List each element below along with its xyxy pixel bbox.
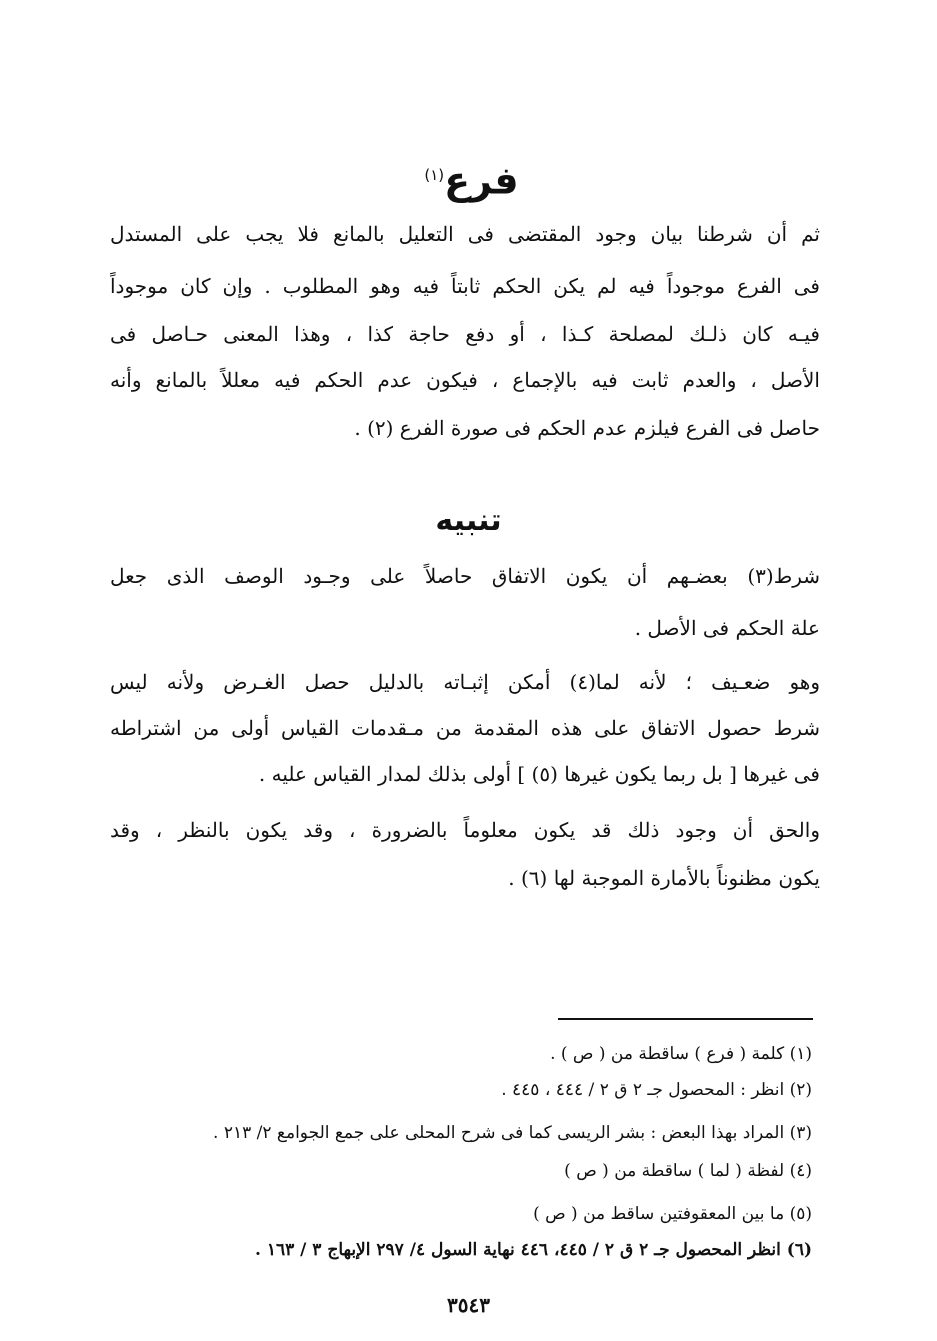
body-line: يكون مظنوناً بالأمارة الموجبة لها (٦) . [508,866,820,890]
page-number: ٣٥٤٣ [447,1293,490,1317]
body-line: شرط حصول الاتفاق على هذه المقدمة من مـقدمات القياس أولى من اشتراطه [110,716,820,740]
heading-text: فرع [444,158,519,203]
body-line: ثم أن شرطنا بيان وجود المقتضى فى التعليل بالمانع فلا يجب على المستدل [110,222,820,246]
body-line: والحق أن وجود ذلك قد يكون معلوماً بالضرورة ، وقد يكون بالنظر ، وقد [110,818,820,842]
heading-footnote-marker: (١) [424,166,445,184]
footnote: (١) كلمة ( فرع ) ساقطة من ( ص ) . [550,1044,812,1064]
footnote: (٦) انظر المحصول جـ ٢ ق ٢ / ٤٤٥، ٤٤٦ نهاية السول ٤/ ٢٩٧ الإبهاج ٣ / ١٦٣ . [254,1240,812,1260]
footnote-separator [558,1018,813,1020]
body-line: فى الفرع موجوداً فيه لم يكن الحكم ثابتاً فيه وهو المطلوب . وإن كان موجوداً [110,274,820,298]
section-heading-far [0,145,937,211]
footnote: (٢) انظر : المحصول جـ ٢ ق ٢ / ٤٤٤ ، ٤٤٥ . [501,1080,812,1100]
footnote: (٣) المراد بهذا البعض : بشر الريسى كما فى شرح المحلى على جمع الجوامع ٢/ ٢١٣ . [213,1123,812,1143]
body-line: وهو ضعـيف ؛ لأنه لما(٤) أمكن إثبـاته بالدليل حصل الغـرض ولأنه ليس [110,670,820,694]
body-line: علة الحكم فى الأصل . [634,616,820,640]
body-line: الأصل ، والعدم ثابت فيه بالإجماع ، فيكون عدم الحكم فيه معللاً بالمانع وأنه [110,368,820,392]
body-line: حاصل فى الفرع فيلزم عدم الحكم فى صورة الفرع (٢) . [354,416,820,440]
footnote: (٥) ما بين المعقوفتين ساقط من ( ص ) [533,1204,812,1224]
section-heading-tanbih [0,496,937,546]
heading-text: تنبيه [435,503,502,538]
footnote: (٤) لفظة ( لما ) ساقطة من ( ص ) [564,1161,812,1181]
body-line: شرط(٣) بعضـهم أن يكون الاتفاق حاصلاً على وجـود الوصف الذى جعل [110,564,820,588]
body-line: فى غيرها [ بل ربما يكون غيرها (٥) ] أولى بذلك لمدار القياس عليه . [258,762,820,786]
body-line: فيـه كان ذلـك لمصلحة كـذا ، أو دفع حاجة كذا ، وهذا المعنى حـاصل فى [110,322,820,346]
